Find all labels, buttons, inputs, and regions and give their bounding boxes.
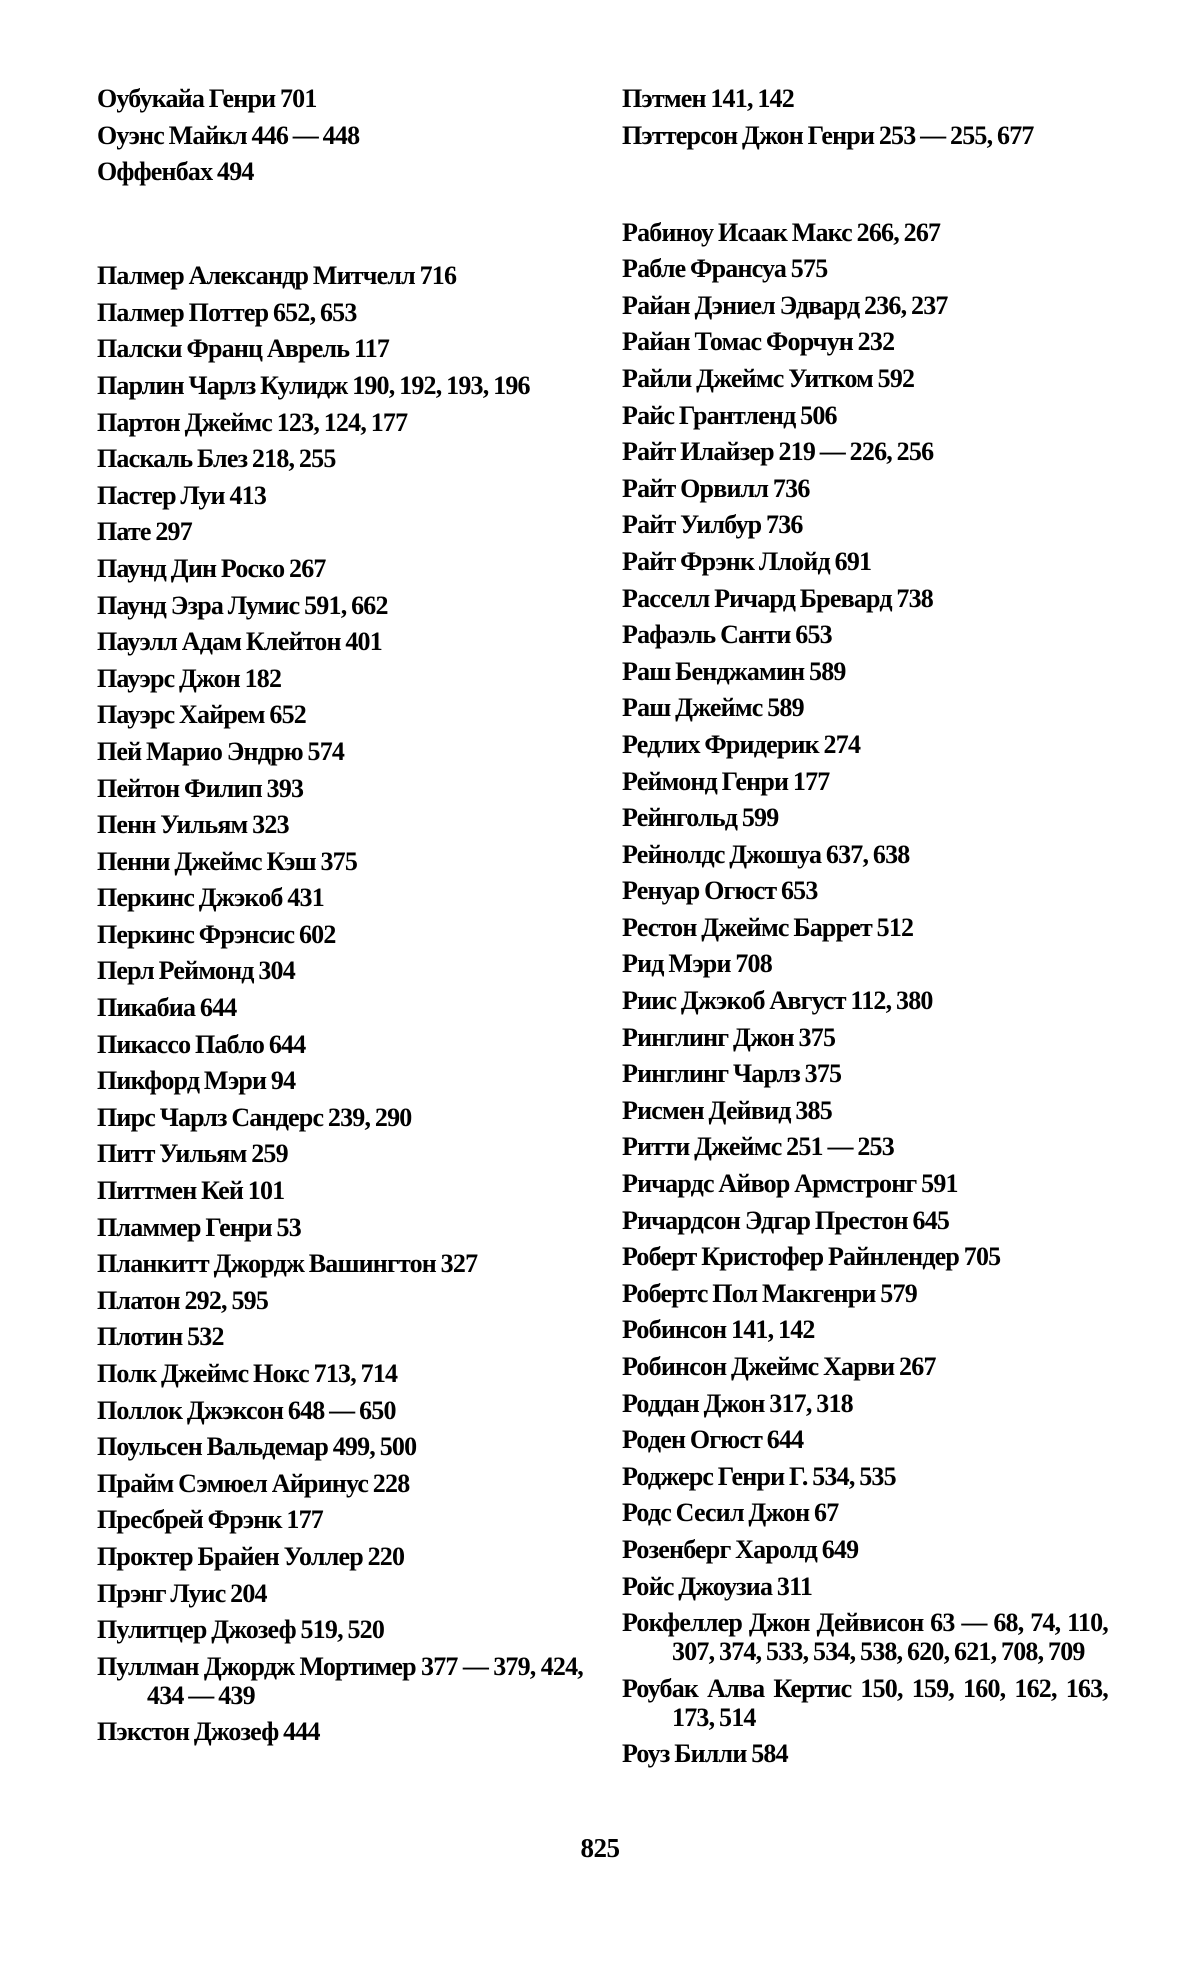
index-column-right (622, 84, 1108, 1776)
index-entry: Робертс Пол Макгенри 579 (622, 1278, 917, 1308)
index-entry: Райли Джеймс Уитком 592 (622, 363, 915, 393)
index-entry: Роджерс Генри Г. 534, 535 (622, 1461, 896, 1491)
index-entry: Райт Илайзер 219 — 226, 256 (622, 437, 934, 467)
index-entry: Пикфорд Мэри 94 (97, 1066, 296, 1096)
index-entry: Раш Бенджамин 589 (622, 656, 846, 686)
index-entry: Рид Мэри 708 (622, 949, 772, 979)
index-entry: Пауэрс Хайрем 652 (97, 700, 307, 730)
index-entry: Ричардсон Эдгар Престон 645 (622, 1205, 950, 1235)
index-entry: Ройс Джоузиа 311 (622, 1571, 813, 1601)
index-entry: Планкитт Джордж Вашингтон 327 (97, 1249, 478, 1279)
index-entry: Питт Уильям 259 (97, 1139, 288, 1169)
index-entry: Рестон Джеймс Баррет 512 (622, 912, 914, 942)
index-entry: Рафаэль Санти 653 (622, 620, 832, 650)
index-entry: Роден Огюст 644 (622, 1425, 804, 1455)
index-entry: Рабле Франсуа 575 (622, 254, 828, 284)
index-entry: Полк Джеймс Нокс 713, 714 (97, 1359, 398, 1388)
index-entry: Пей Марио Эндрю 574 (97, 736, 345, 766)
page-number: 825 (580, 1833, 620, 1863)
index-entry: Ритти Джеймс 251 — 253 (622, 1132, 894, 1162)
index-entry: Пенн Уильям 323 (97, 810, 289, 840)
index-column-left (97, 84, 583, 1754)
index-entry: Паскаль Блез 218, 255 (97, 444, 336, 474)
index-entry: Пауэлл Адам Клейтон 401 (97, 627, 382, 657)
index-entry: Парлин Чарлз Кулидж 190, 192, 193, 196 (97, 370, 530, 400)
index-entry: Перл Реймонд 304 (97, 956, 295, 986)
index-entry: Прэнг Луис 204 (97, 1578, 267, 1608)
index-entry: Пате 297 (97, 517, 192, 547)
index-entry: Поульсен Вальдемар 499, 500 (97, 1432, 417, 1462)
index-entry: Оубукайа Генри 701 (97, 84, 317, 113)
index-entry: Рокфеллер Джон Дейвисон 63 — 68, 74, 110, 307, 374, 533, 534, 538, 620, 621, 708, 709 (622, 1608, 1108, 1667)
index-entry: Роберт Кристофер Райнлендер 705 (622, 1242, 1001, 1272)
index-entry: Пейтон Филип 393 (97, 773, 304, 803)
index-entry: Роуз Билли 584 (622, 1739, 788, 1769)
index-entry: Партон Джеймс 123, 124, 177 (97, 407, 408, 437)
index-entry: Прайм Сэмюел Айринус 228 (97, 1468, 410, 1498)
index-entry: Робинсон Джеймс Харви 267 (622, 1352, 936, 1381)
index-entry: Оуэнс Майкл 446 — 448 (97, 120, 360, 150)
index-entry: Рисмен Дейвид 385 (622, 1095, 832, 1125)
index-entry: Пирс Чарлз Сандерс 239, 290 (97, 1102, 412, 1132)
index-entry: Расселл Ричард Бревард 738 (622, 583, 933, 613)
index-entry: Пенни Джеймс Кэш 375 (97, 846, 358, 876)
index-entry: Проктер Брайен Уоллер 220 (97, 1541, 405, 1571)
index-entry: Пресбрей Фрэнк 177 (97, 1505, 323, 1535)
index-entry: Пулитцер Джозеф 519, 520 (97, 1615, 385, 1645)
index-entry: Риис Джэкоб Август 112, 380 (622, 986, 933, 1016)
index-entry: Райан Дэниел Эдвард 236, 237 (622, 290, 948, 320)
index-entry: Пастер Луи 413 (97, 480, 267, 510)
index-entry: Пауэрс Джон 182 (97, 663, 282, 693)
index-entry: Палмер Поттер 652, 653 (97, 297, 357, 327)
index-entry: Палски Франц Аврель 117 (97, 334, 390, 364)
index-entry: Пламмер Генри 53 (97, 1212, 301, 1242)
index-entry: Ренуар Огюст 653 (622, 876, 818, 906)
index-entry: Райт Фрэнк Ллойд 691 (622, 546, 872, 576)
index-entry: Редлих Фридерик 274 (622, 729, 861, 759)
index-entry: Паунд Дин Роско 267 (97, 553, 326, 583)
index-entry: Розенберг Харолд 649 (622, 1534, 859, 1564)
index-entry: Рейнгольд 599 (622, 803, 779, 833)
index-entry: Платон 292, 595 (97, 1285, 269, 1315)
index-entry: Палмер Александр Митчелл 716 (97, 261, 457, 291)
index-entry: Пикассо Пабло 644 (97, 1029, 306, 1059)
index-entry: Паунд Эзра Лумис 591, 662 (97, 590, 388, 620)
index-entry: Райан Томас Форчун 232 (622, 327, 895, 357)
index-entry: Пуллман Джордж Мортимер 377 — 379, 424, 434 — 439 (97, 1651, 583, 1710)
index-entry: Поллок Джэксон 648 — 650 (97, 1395, 396, 1425)
index-entry: Оффенбах 494 (97, 157, 254, 187)
index-entry: Рабиноу Исаак Макс 266, 267 (622, 217, 941, 247)
index-entry: Плотин 532 (97, 1322, 224, 1352)
index-entry: Реймонд Генри 177 (622, 766, 830, 796)
index-entry: Ринглинг Чарлз 375 (622, 1059, 842, 1089)
index-entry: Райт Уилбур 736 (622, 510, 803, 540)
index-entry: Раш Джеймс 589 (622, 693, 804, 723)
index-entry: Райт Орвилл 736 (622, 473, 810, 503)
index-entry: Родс Сесил Джон 67 (622, 1498, 839, 1528)
index-entry: Перкинс Фрэнсис 602 (97, 919, 336, 949)
index-entry: Пэттерсон Джон Генри 253 — 255, 677 (622, 120, 1034, 150)
index-entry: Ринглинг Джон 375 (622, 1022, 836, 1052)
index-entry: Роддан Джон 317, 318 (622, 1388, 853, 1418)
index-entry: Робинсон 141, 142 (622, 1315, 815, 1345)
index-entry: Рейнолдс Джошуа 637, 638 (622, 839, 910, 869)
index-entry: Перкинс Джэкоб 431 (97, 883, 324, 913)
index-entry: Пэтмен 141, 142 (622, 84, 794, 113)
index-entry: Роубак Алва Кертис 150, 159, 160, 162, 163, 173, 514 (622, 1673, 1108, 1732)
index-entry: Пикабиа 644 (97, 993, 237, 1023)
index-entry: Райс Грантленд 506 (622, 400, 837, 430)
index-entry: Ричардс Айвор Армстронг 591 (622, 1169, 958, 1199)
index-entry: Питтмен Кей 101 (97, 1176, 285, 1206)
index-entry: Пэкстон Джозеф 444 (97, 1717, 320, 1747)
